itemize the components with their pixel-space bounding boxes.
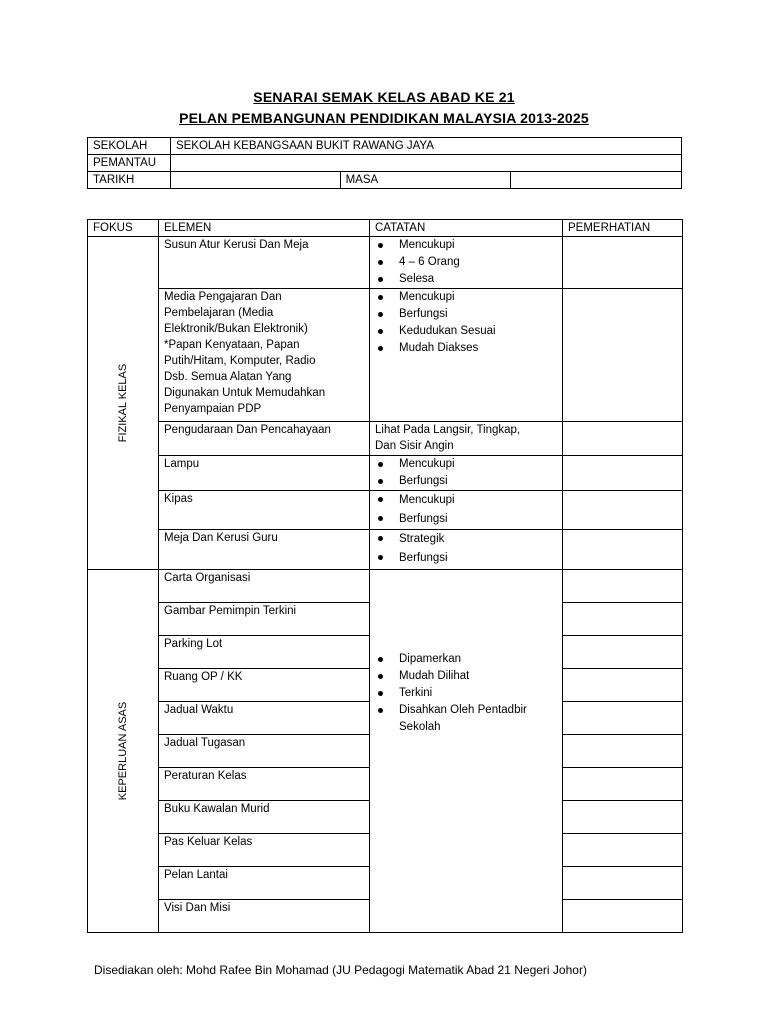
catatan-item: Dipamerkan xyxy=(375,651,562,668)
elemen-cell xyxy=(159,289,370,422)
info-row-pemantau xyxy=(88,155,682,172)
catatan-item: Mudah Dilihat xyxy=(375,668,562,685)
pemerhatian-cell[interactable] xyxy=(563,636,683,669)
pemerhatian-cell[interactable] xyxy=(563,603,683,636)
tarikh-value[interactable] xyxy=(170,172,340,189)
catatan-line: Dan Sisir Angin xyxy=(375,440,454,452)
table-row xyxy=(88,570,683,603)
header-fokus: FOKUS xyxy=(88,220,159,237)
pemantau-value[interactable] xyxy=(170,155,681,172)
catatan-item: Strategik xyxy=(375,530,562,549)
masa-label: MASA xyxy=(340,172,511,189)
catatan-item: Berfungsi xyxy=(375,306,562,323)
catatan-cell xyxy=(370,422,563,456)
elemen-line: Putih/Hitam, Komputer, Radio xyxy=(164,355,316,367)
catatan-item: Mencukupi xyxy=(375,289,562,306)
table-row xyxy=(88,422,683,456)
keperluan-catatan-cell xyxy=(370,570,563,933)
elemen-cell: Jadual Tugasan xyxy=(159,735,370,768)
pemerhatian-cell[interactable] xyxy=(563,669,683,702)
catatan-cell xyxy=(370,491,563,530)
header-catatan: CATATAN xyxy=(370,220,563,237)
elemen-cell: Visi Dan Misi xyxy=(159,900,370,933)
catatan-item: Selesa xyxy=(375,271,562,288)
catatan-item: Berfungsi xyxy=(375,549,562,568)
header-elemen: ELEMEN xyxy=(159,220,370,237)
pemerhatian-cell[interactable] xyxy=(563,422,683,456)
table-row xyxy=(88,237,683,289)
elemen-line: Media Pengajaran Dan xyxy=(164,291,282,303)
pemerhatian-cell[interactable] xyxy=(563,491,683,530)
elemen-cell: Pengudaraan Dan Pencahayaan xyxy=(159,422,370,456)
pemantau-label: PEMANTAU xyxy=(88,155,171,172)
title-line-2: PELAN PEMBANGUNAN PENDIDIKAN MALAYSIA 2013-2025 xyxy=(179,110,589,126)
info-table xyxy=(87,137,682,189)
catatan-item: 4 – 6 Orang xyxy=(375,254,562,271)
catatan-item: Mencukupi xyxy=(375,456,562,473)
pemerhatian-cell[interactable] xyxy=(563,530,683,570)
catatan-line: Lihat Pada Langsir, Tingkap, xyxy=(375,424,521,436)
fokus-fizikal xyxy=(88,237,159,570)
elemen-cell: Buku Kawalan Murid xyxy=(159,801,370,834)
pemerhatian-cell[interactable] xyxy=(563,702,683,735)
fokus-keperluan-label: KEPERLUAN ASAS xyxy=(117,701,129,801)
catatan-cell xyxy=(370,237,563,289)
pemerhatian-cell[interactable] xyxy=(563,570,683,603)
catatan-item: Mencukupi xyxy=(375,237,562,254)
tarikh-label: TARIKH xyxy=(88,172,171,189)
pemerhatian-cell[interactable] xyxy=(563,834,683,867)
elemen-cell: Lampu xyxy=(159,456,370,491)
catatan-item: Berfungsi xyxy=(375,510,562,529)
elemen-line: Pembelajaran (Media xyxy=(164,307,274,319)
elemen-cell: Ruang OP / KK xyxy=(159,669,370,702)
masa-value[interactable] xyxy=(511,172,682,189)
title-line-1: SENARAI SEMAK KELAS ABAD KE 21 xyxy=(253,89,515,105)
elemen-line: Dsb. Semua Alatan Yang xyxy=(164,371,292,383)
table-row xyxy=(88,289,683,422)
pemerhatian-cell[interactable] xyxy=(563,801,683,834)
catatan-item xyxy=(375,702,562,736)
header-pemerhatian: PEMERHATIAN xyxy=(563,220,683,237)
elemen-cell: Jadual Waktu xyxy=(159,702,370,735)
sekolah-label: SEKOLAH xyxy=(88,138,171,155)
elemen-line: Penyampaian PDP xyxy=(164,403,262,415)
elemen-line: *Papan Kenyataan, Papan xyxy=(164,339,300,351)
catatan-cell xyxy=(370,289,563,422)
info-row-tarikh xyxy=(88,172,682,189)
catatan-item: Mencukupi xyxy=(375,491,562,510)
pemerhatian-cell[interactable] xyxy=(563,867,683,900)
catatan-line: Disahkan Oleh Pentadbir xyxy=(399,704,527,716)
info-row-sekolah xyxy=(88,138,682,155)
catatan-item: Kedudukan Sesuai xyxy=(375,323,562,340)
catatan-item: Mudah Diakses xyxy=(375,340,562,357)
elemen-cell: Kipas xyxy=(159,491,370,530)
catatan-item: Berfungsi xyxy=(375,473,562,490)
pemerhatian-cell[interactable] xyxy=(563,456,683,491)
fokus-fizikal-label: FIZIKAL KELAS xyxy=(117,363,129,443)
catatan-cell xyxy=(370,530,563,570)
sekolah-value: SEKOLAH KEBANGSAAN BUKIT RAWANG JAYA xyxy=(170,138,681,155)
elemen-line: Elektronik/Bukan Elektronik) xyxy=(164,323,308,335)
pemerhatian-cell[interactable] xyxy=(563,735,683,768)
elemen-cell: Meja Dan Kerusi Guru xyxy=(159,530,370,570)
elemen-cell: Peraturan Kelas xyxy=(159,768,370,801)
elemen-cell: Pas Keluar Kelas xyxy=(159,834,370,867)
checklist-table xyxy=(87,219,683,933)
catatan-item: Terkini xyxy=(375,685,562,702)
elemen-line: Digunakan Untuk Memudahkan xyxy=(164,387,326,399)
pemerhatian-cell[interactable] xyxy=(563,768,683,801)
elemen-cell: Susun Atur Kerusi Dan Meja xyxy=(159,237,370,289)
elemen-cell: Carta Organisasi xyxy=(159,570,370,603)
catatan-cell xyxy=(370,456,563,491)
header-row xyxy=(88,220,683,237)
table-row xyxy=(88,491,683,530)
elemen-cell: Gambar Pemimpin Terkini xyxy=(159,603,370,636)
fokus-keperluan xyxy=(88,570,159,933)
pemerhatian-cell[interactable] xyxy=(563,289,683,422)
footer-credit: Disediakan oleh: Mohd Rafee Bin Mohamad (JU Pedagogi Matematik Abad 21 Negeri Johor) xyxy=(94,963,587,977)
elemen-cell: Parking Lot xyxy=(159,636,370,669)
elemen-cell: Pelan Lantai xyxy=(159,867,370,900)
table-row xyxy=(88,530,683,570)
pemerhatian-cell[interactable] xyxy=(563,900,683,933)
pemerhatian-cell[interactable] xyxy=(563,237,683,289)
table-row xyxy=(88,456,683,491)
catatan-line: Sekolah xyxy=(399,721,441,733)
